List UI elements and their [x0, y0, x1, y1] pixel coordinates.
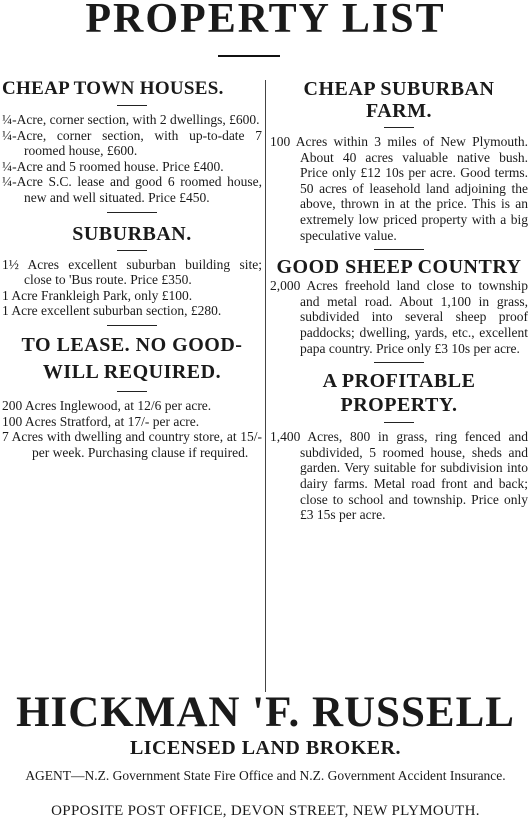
listing-item: ¼-Acre, corner section, with up-to-date 7 roomed house, £600. — [2, 127, 262, 159]
listing-item: 7 Acres with dwelling and country store, at 15/- per week. Purchasing clause if required. — [2, 429, 262, 460]
profitable-property-description: 1,400 Acres, 800 in grass, ring fenced and subdivided, 5 roomed house, sheds and garden. Very suitable for subdivision into dairy farms. Metal road front and back; close to school and township. Price only £3 15s per acre. — [270, 429, 528, 523]
divider — [117, 391, 147, 392]
divider — [384, 127, 414, 128]
profitable-property-heading: A PROFITABLE PROPERTY. — [322, 370, 476, 417]
divider — [384, 422, 414, 423]
title-rule — [218, 55, 280, 57]
sheep-country-description: 2,000 Acres freehold land close to township and metal road. About 1,100 in grass, subdivided into several sheep proof paddocks; dwelling, yards, etc., excellent papa country. Price only £3 10s per acre. — [270, 278, 528, 356]
licence-title: LICENSED LAND BROKER. — [129, 737, 402, 759]
divider — [107, 212, 157, 213]
column-divider — [265, 80, 266, 692]
divider — [374, 362, 424, 363]
page-title: PROPERTY LIST — [85, 0, 446, 42]
left-column — [2, 78, 262, 460]
farm-description: 100 Acres within 3 miles of New Plymouth. About 40 acres valuable native bush. Price only £12 10s per acre. Good terms. 50 acres of leasehold land adjoining the above, thrown in at the price. This is an extremely low priced property with a big speculative value. — [270, 134, 528, 243]
suburban-heading: SUBURBAN. — [72, 222, 192, 245]
suburban-farm-heading: CHEAP SUBURBAN FARM. — [303, 78, 495, 122]
listing-item: 1½ Acres excellent suburban building site; close to 'Bus route. Price £350. — [2, 256, 262, 288]
sheep-country-heading: GOOD SHEEP COUNTRY — [276, 256, 522, 279]
divider — [107, 325, 157, 326]
divider — [374, 249, 424, 250]
right-column — [270, 78, 528, 523]
listing-item: 1 Acre excellent suburban section, £280. — [2, 303, 222, 319]
agent-line: AGENT—N.Z. Government State Fire Office and N.Z. Government Accident Insurance. — [25, 768, 506, 783]
divider — [117, 105, 147, 106]
town-houses-heading: CHEAP TOWN HOUSES. — [2, 78, 224, 99]
listing-item: 1 Acre Frankleigh Park, only £100. — [2, 287, 193, 303]
listing-item: ¼-Acre, corner section, with 2 dwellings, £600. — [2, 112, 260, 127]
listing-item: 100 Acres Stratford, at 17/- per acre. — [2, 413, 200, 429]
address-line: OPPOSITE POST OFFICE, DEVON STREET, NEW PLYMOUTH. — [51, 803, 480, 819]
listing-item: 200 Acres Inglewood, at 12/6 per acre. — [2, 397, 212, 413]
lease-heading: TO LEASE. NO GOOD-WILL REQUIRED. — [21, 333, 243, 383]
divider — [117, 250, 147, 251]
listing-item: ¼-Acre and 5 roomed house. Price £400. — [2, 158, 224, 174]
firm-name: HICKMAN 'F. RUSSELL — [16, 689, 515, 736]
listing-item: ¼-Acre S.C. lease and good 6 roomed house, new and well situated. Price £450. — [2, 174, 262, 205]
